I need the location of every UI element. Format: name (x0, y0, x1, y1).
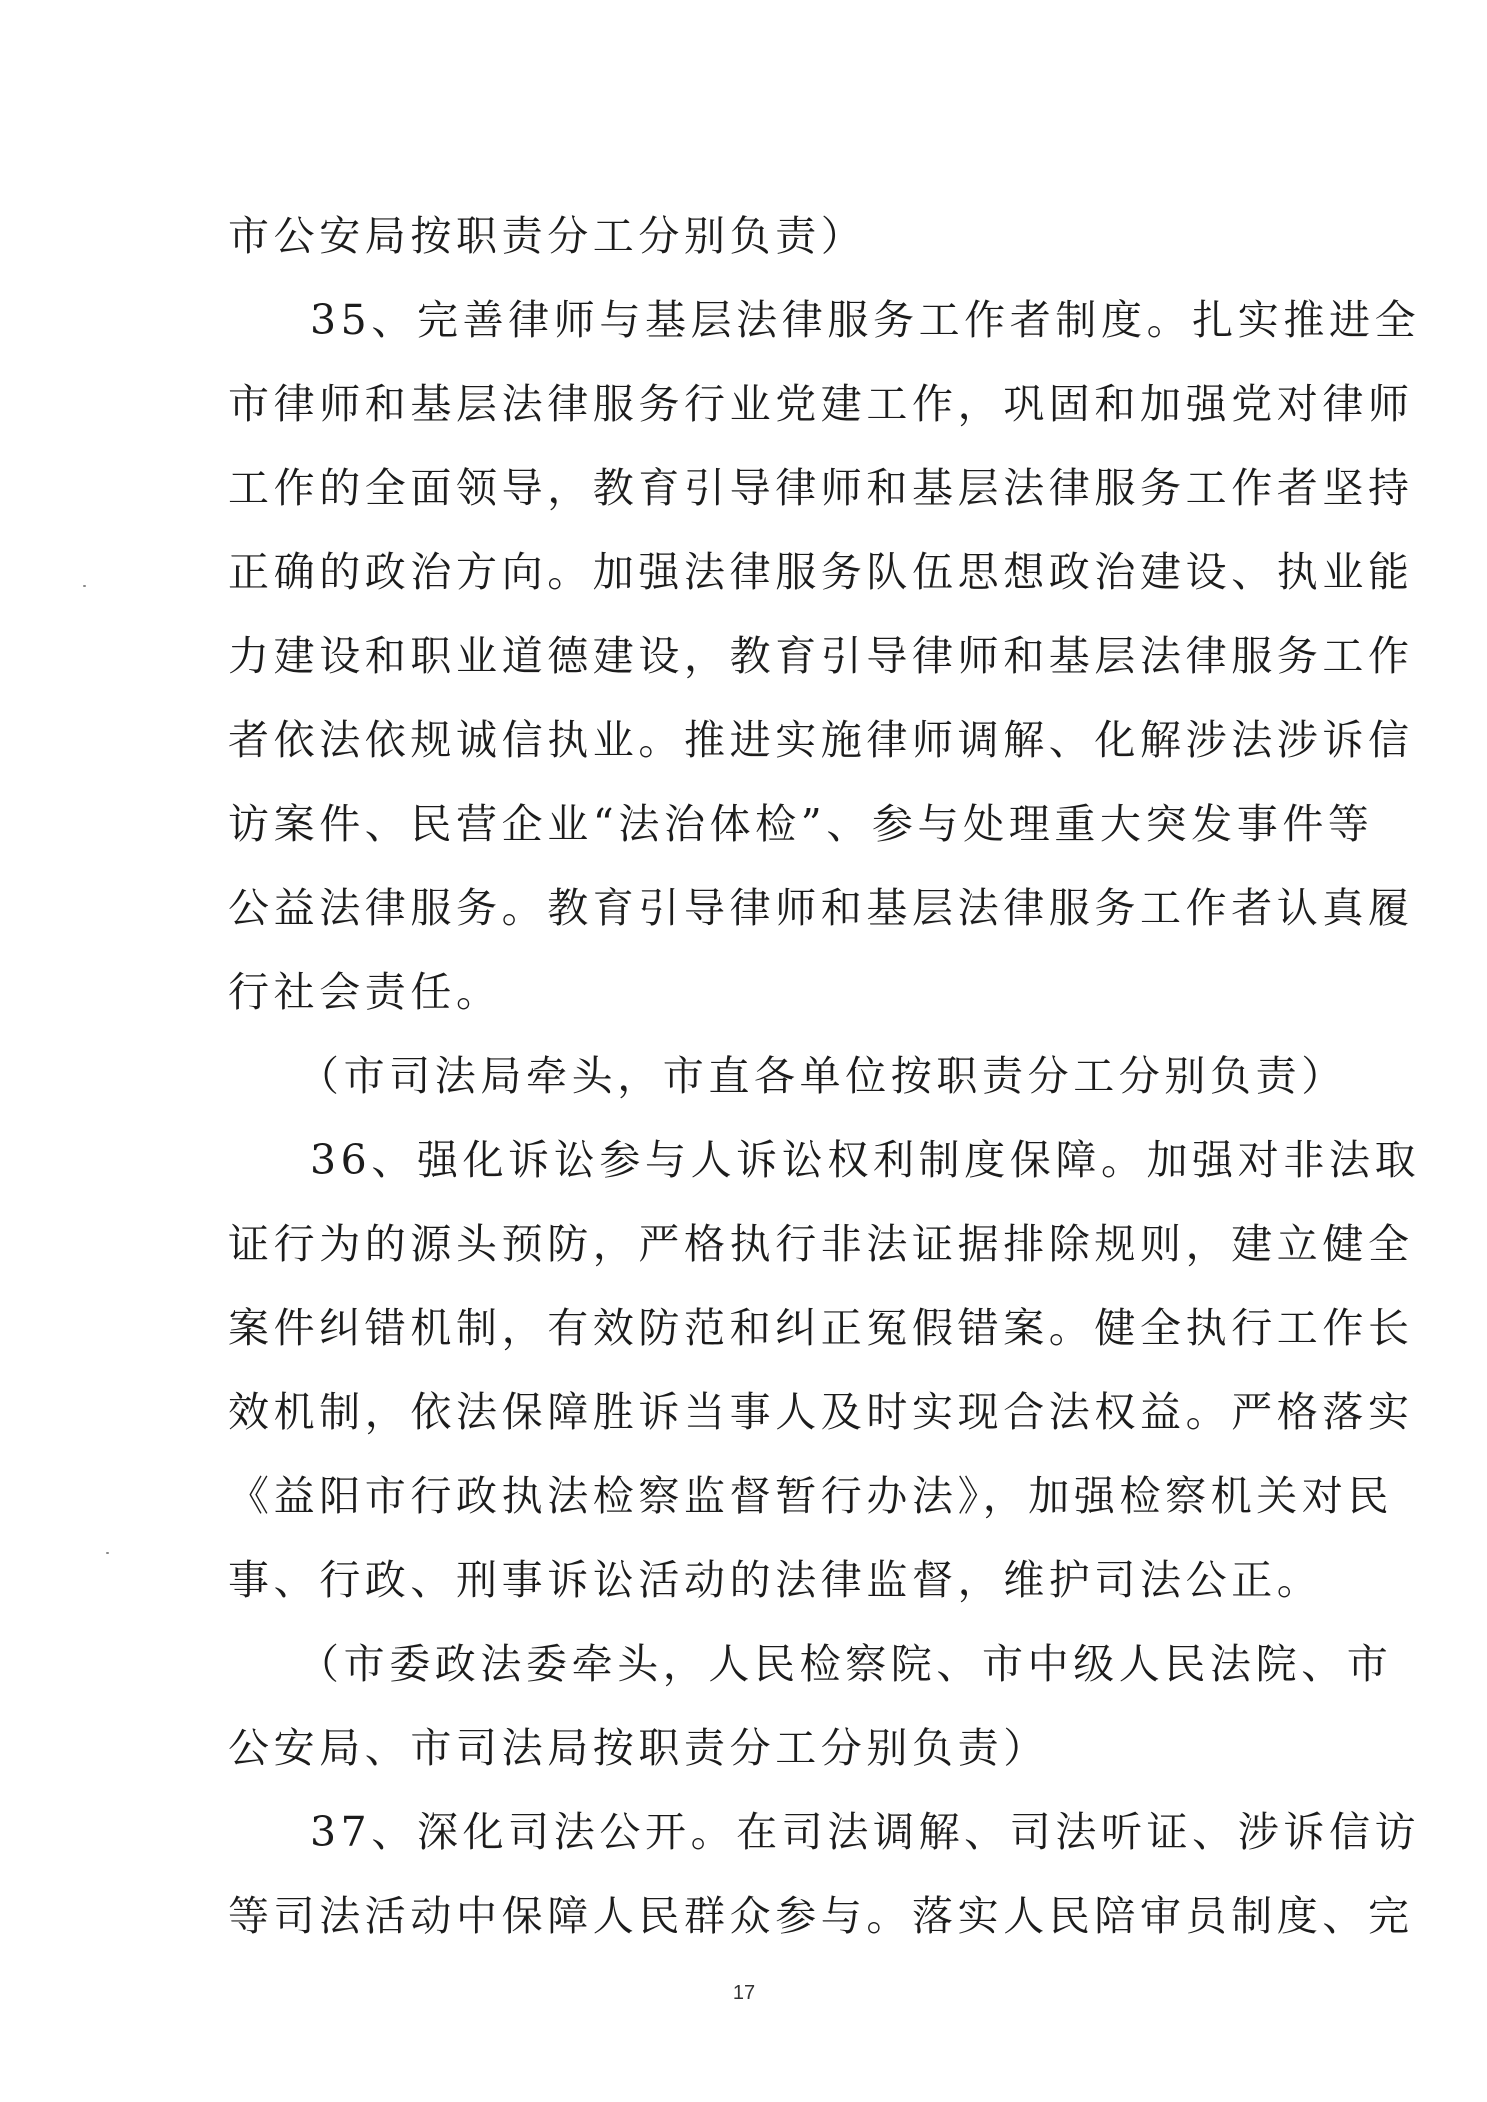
item-37-heading-line: 37、深化司法公开。在司法调解、司法听证、涉诉信访 (310, 1808, 1421, 1856)
scan-speck (106, 1552, 109, 1554)
text-line-15: 效机制，依法保障胜诉当事人及时实现合法权益。严格落实 (228, 1388, 1414, 1436)
text-line-5: 正确的政治方向。加强法律服务队伍思想政治建设、执业能 (228, 548, 1414, 596)
text-line-9: 公益法律服务。教育引导律师和基层法律服务工作者认真履 (228, 884, 1414, 932)
scan-speck (83, 585, 86, 587)
text-line-21: 等司法活动中保障人民群众参与。落实人民陪审员制度、完 (228, 1892, 1414, 1940)
text-line-4: 工作的全面领导，教育引导律师和基层法律服务工作者坚持 (228, 464, 1414, 512)
page-number: 17 (732, 1982, 756, 2004)
text-line-3: 市律师和基层法律服务行业党建工作，巩固和加强党对律师 (228, 380, 1414, 428)
item-35-heading-line: 35、完善律师与基层法律服务工作者制度。扎实推进全 (310, 296, 1421, 344)
responsibility-note-36-part2: 公安局、市司法局按职责分工分别负责） (228, 1724, 1049, 1772)
text-line-6: 力建设和职业道德建设，教育引导律师和基层法律服务工作 (228, 632, 1414, 680)
text-line-17: 事、行政、刑事诉讼活动的法律监督，维护司法公正。 (228, 1556, 1323, 1604)
text-line-10: 行社会责任。 (228, 968, 502, 1016)
text-line-14: 案件纠错机制，有效防范和纠正冤假错案。健全执行工作长 (228, 1304, 1414, 1352)
text-line-1: 市公安局按职责分工分别负责） (228, 212, 867, 260)
item-36-heading-line: 36、强化诉讼参与人诉讼权利制度保障。加强对非法取 (310, 1136, 1421, 1184)
responsibility-note-35: （市司法局牵头，市直各单位按职责分工分别负责） (298, 1052, 1347, 1100)
text-line-13: 证行为的源头预防，严格执行非法证据排除规则，建立健全 (228, 1220, 1414, 1268)
responsibility-note-36-part1: （市委政法委牵头，人民检察院、市中级人民法院、市 (298, 1640, 1393, 1688)
text-line-16: 《益阳市行政执法检察监督暂行办法》，加强检察机关对民 (228, 1472, 1394, 1520)
text-line-8: 访案件、民营企业“法治体检”、参与处理重大突发事件等 (228, 800, 1374, 848)
text-line-7: 者依法依规诚信执业。推进实施律师调解、化解涉法涉诉信 (228, 716, 1414, 764)
